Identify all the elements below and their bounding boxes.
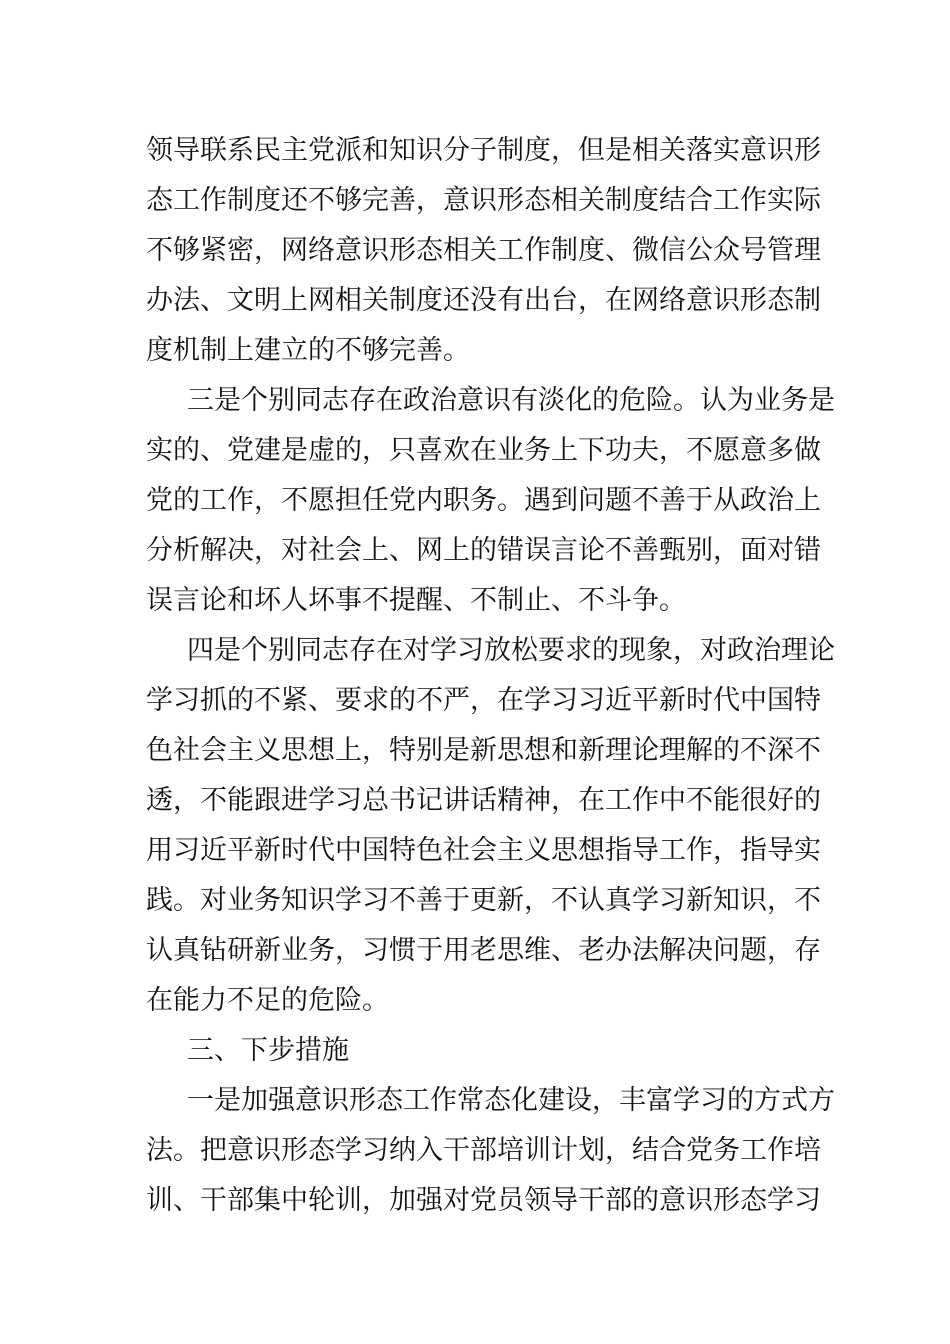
text-line: 误言论和坏人坏事不提醒、不制止、不斗争。 [146,585,686,616]
text-line: 四是个别同志存在对学习放松要求的现象，对政治理论 [187,635,835,666]
text-line: 法。把意识形态学习纳入干部培训计划，结合党务工作培 [146,1135,821,1166]
text-line: 用习近平新时代中国特色社会主义思想指导工作，指导实 [146,835,821,866]
text-line: 办法、文明上网相关制度还没有出台，在网络意识形态制 [146,285,821,316]
document-body [146,126,835,1226]
text-line: 践。对业务知识学习不善于更新，不认真学习新知识，不 [146,885,821,916]
text-line: 不够紧密，网络意识形态相关工作制度、微信公众号管理 [146,235,821,266]
text-line: 领导联系民主党派和知识分子制度，但是相关落实意识形 [146,135,821,166]
text-line: 三、下步措施 [187,1035,349,1066]
text-line: 一是加强意识形态工作常态化建设，丰富学习的方式方 [187,1085,835,1116]
text-line: 认真钻研新业务，习惯于用老思维、老办法解决问题，存 [146,935,821,966]
text-line: 党的工作，不愿担任党内职务。遇到问题不善于从政治上 [146,485,821,516]
text-line: 色社会主义思想上，特别是新思想和新理论理解的不深不 [146,735,821,766]
text-line: 实的、党建是虚的，只喜欢在业务上下功夫，不愿意多做 [146,435,821,466]
text-line: 分析解决，对社会上、网上的错误言论不善甄别，面对错 [146,535,821,566]
text-line: 在能力不足的危险。 [146,985,389,1016]
text-line: 透，不能跟进学习总书记讲话精神，在工作中不能很好的 [146,785,821,816]
text-line: 三是个别同志存在政治意识有淡化的危险。认为业务是 [187,385,835,416]
text-line: 学习抓的不紧、要求的不严，在学习习近平新时代中国特 [146,685,821,716]
text-line: 态工作制度还不够完善，意识形态相关制度结合工作实际 [146,185,821,216]
text-line: 度机制上建立的不够完善。 [146,335,470,366]
text-line: 训、干部集中轮训，加强对党员领导干部的意识形态学习 [146,1185,821,1216]
